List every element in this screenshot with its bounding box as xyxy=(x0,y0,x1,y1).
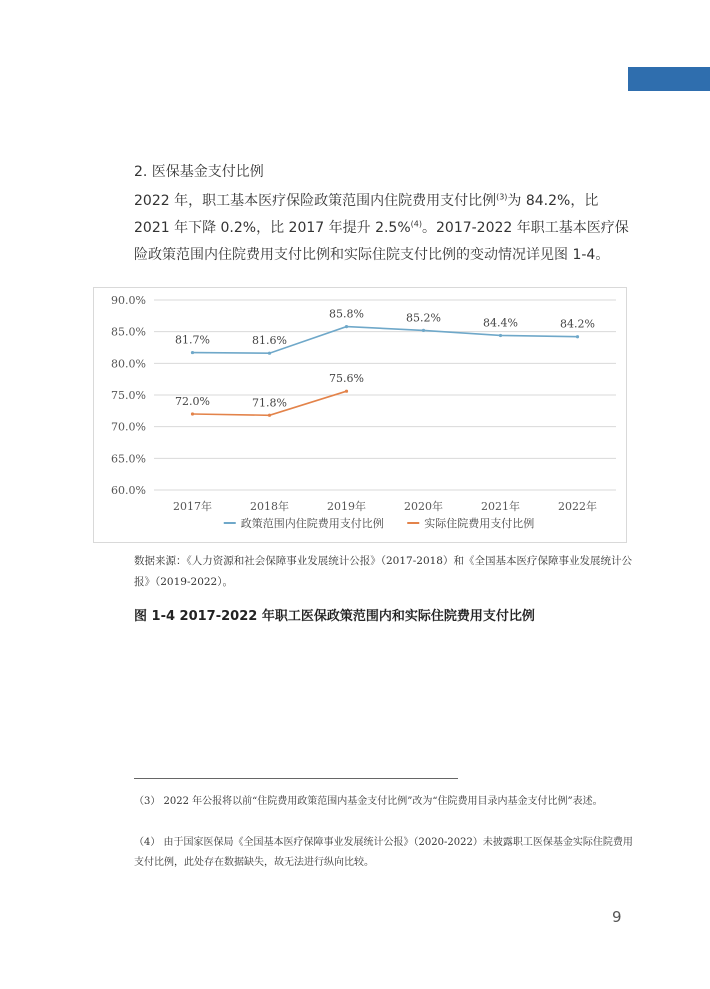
x-tick-label: 2021年 xyxy=(481,500,520,513)
data-point xyxy=(345,325,348,328)
x-tick-label: 2017年 xyxy=(173,500,212,513)
y-tick-label: 85.0% xyxy=(111,325,146,339)
x-tick-label: 2022年 xyxy=(558,500,597,513)
data-point xyxy=(499,334,502,337)
y-tick-label: 65.0% xyxy=(111,452,146,466)
data-point xyxy=(422,329,425,332)
data-label: 81.7% xyxy=(175,333,210,347)
header-accent-bar xyxy=(628,67,710,91)
footnote-divider xyxy=(134,778,458,779)
data-label: 75.6% xyxy=(329,372,364,386)
y-tick-label: 70.0% xyxy=(111,420,146,434)
figure-caption: 图 1-4 2017-2022 年职工医保政策范围内和实际住院费用支付比例 xyxy=(134,609,535,624)
section-heading: 2. 医保基金支付比例 xyxy=(134,164,264,180)
data-point xyxy=(576,335,579,338)
body-paragraph xyxy=(134,188,634,269)
footnote-4: （4） 由于国家医保局《全国基本医疗保障事业发展统计公报》（2020-2022）未披露职工医保基金实际住院费用支付比例，此处存在数据缺失，故无法进行纵向比较。 xyxy=(134,837,633,868)
legend-label: 实际住院费用支付比例 xyxy=(424,517,535,530)
page-number: 9 xyxy=(612,908,622,926)
legend-label: 政策范围内住院费用支付比例 xyxy=(240,517,384,530)
paragraph-part-3: 。2017-2022 年职工基本医疗保险政策范围内住院费用支付比例和实际住院支付比例的变动情况详见图 1-4。 xyxy=(134,220,629,263)
data-point xyxy=(268,352,271,355)
source-note: 数据来源：《人力资源和社会保障事业发展统计公报》（2017-2018）和《全国基本医疗保障事业发展统计公报》（2019-2022）。 xyxy=(134,555,632,588)
data-point xyxy=(191,412,194,415)
data-label: 84.4% xyxy=(483,316,518,330)
series-line xyxy=(193,327,578,354)
footnote-ref-3[interactable]: (3) xyxy=(496,192,508,202)
line-chart xyxy=(93,287,627,543)
data-label: 84.2% xyxy=(560,317,595,331)
x-tick-label: 2020年 xyxy=(404,500,443,513)
data-point xyxy=(191,351,194,354)
footnote-ref-4[interactable]: (4) xyxy=(410,219,422,229)
data-label: 85.2% xyxy=(406,311,441,325)
footnote-3: （3） 2022 年公报将以前“住院费用政策范围内基金支付比例”改为“住院费用目录内基金支付比例”表述。 xyxy=(134,796,603,807)
x-tick-label: 2018年 xyxy=(250,500,289,513)
paragraph-part-2: 为 84.2%，比 2021 年下降 0.2%，比 2017 年提升 2.5% xyxy=(134,193,599,236)
x-tick-label: 2019年 xyxy=(327,500,366,513)
data-label: 81.6% xyxy=(252,334,287,348)
data-label: 72.0% xyxy=(175,395,210,408)
y-tick-label: 80.0% xyxy=(111,357,146,371)
data-point xyxy=(268,414,271,417)
y-tick-label: 75.0% xyxy=(111,389,146,402)
data-point xyxy=(345,390,348,393)
y-tick-label: 90.0% xyxy=(111,294,146,307)
data-label: 85.8% xyxy=(329,307,364,321)
paragraph-part-1: 2022 年，职工基本医疗保险政策范围内住院费用支付比例 xyxy=(134,193,497,209)
y-tick-label: 60.0% xyxy=(111,484,146,497)
chart-svg xyxy=(94,288,626,542)
data-label: 71.8% xyxy=(252,396,287,410)
